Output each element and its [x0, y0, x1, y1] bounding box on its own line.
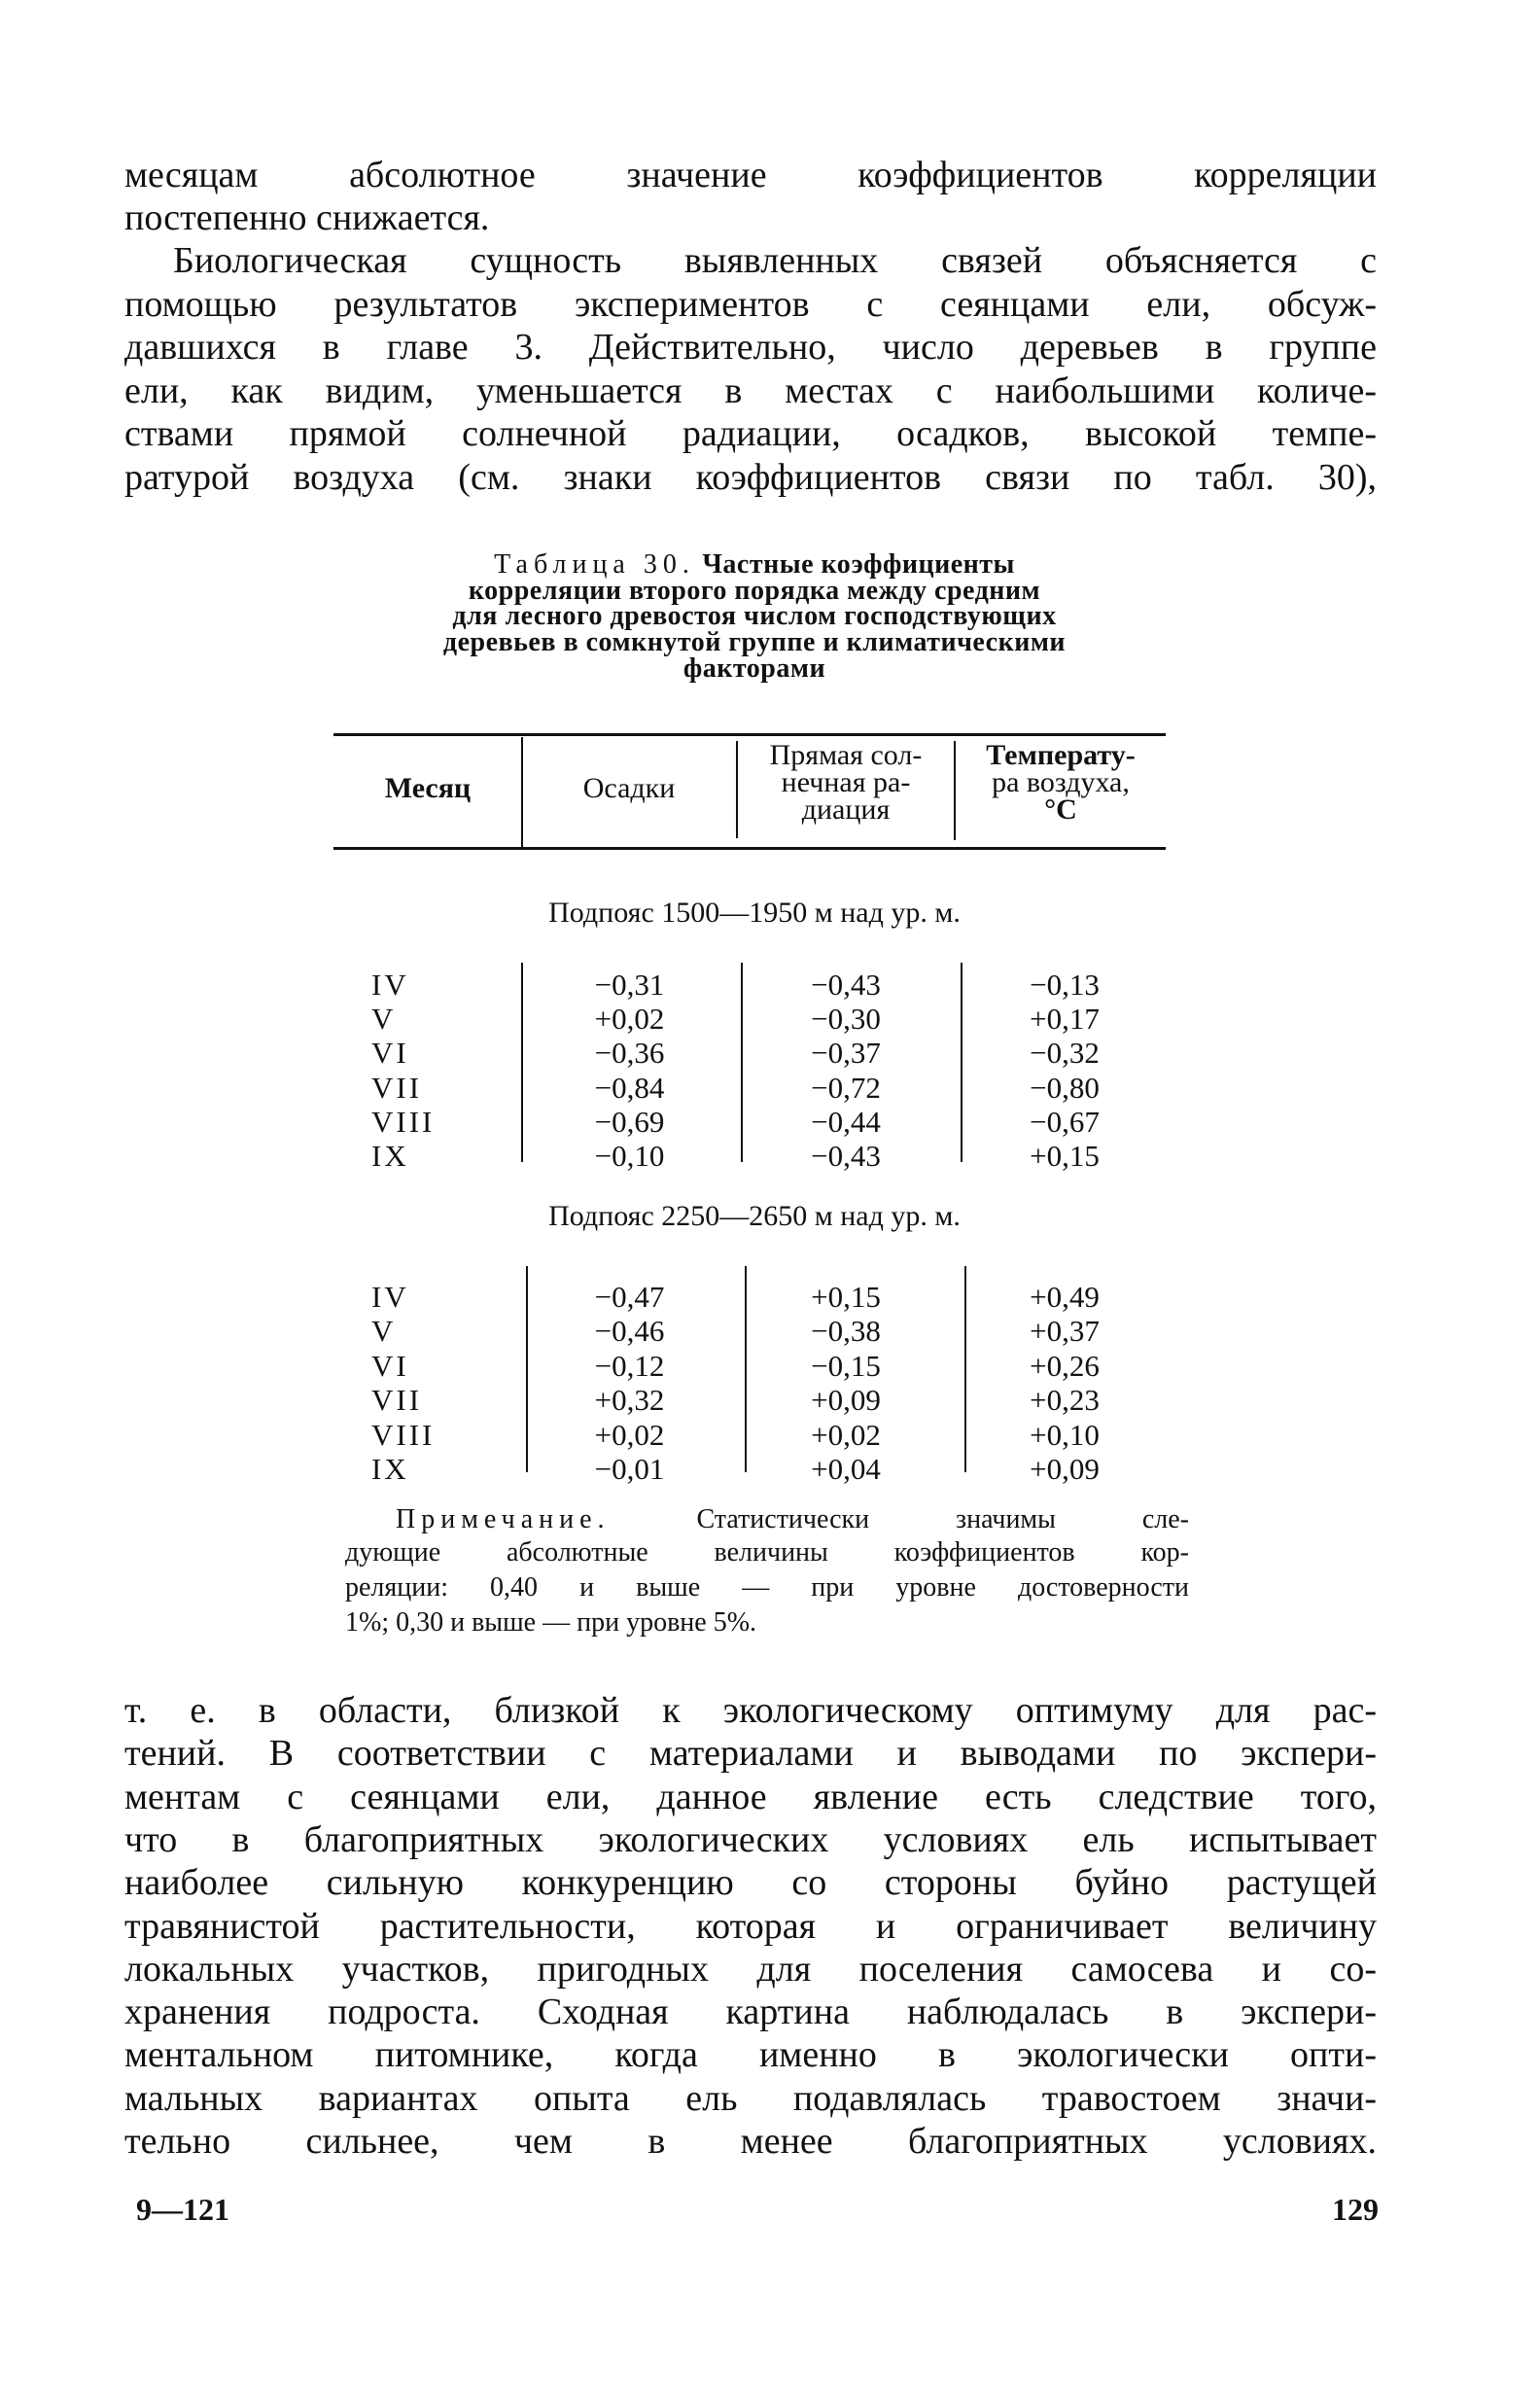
note-text: 1%; 0,30 и выше — при уровне 5%.	[345, 1607, 757, 1638]
group-heading: Подпояс 1500—1950 м над ур. м.	[548, 897, 961, 929]
paragraph2-line: помощью результатов экспериментов с сеянцами ели, обсуж-	[124, 284, 1377, 325]
radiation-cell: −0,30	[811, 1002, 881, 1037]
paragraph2-line: ели, как видим, уменьшается в местах с наибольшими количе-	[124, 370, 1377, 411]
precipitation-cell: −0,46	[594, 1314, 665, 1349]
temperature-cell: +0,17	[1030, 1002, 1100, 1037]
month-cell: IV	[371, 968, 409, 1002]
header-precipitation: Осадки	[582, 772, 676, 804]
column-divider	[521, 963, 523, 1162]
table-caption-text: Частные коэффициенты	[702, 549, 1015, 580]
paragraph3-line: мальных вариантах опыта ель подавлялась травостоем значи-	[124, 2077, 1377, 2119]
month-cell: VIII	[371, 1417, 436, 1452]
precipitation-cell: −0,69	[594, 1104, 665, 1139]
paragraph1-line: постепенно снижается.	[124, 197, 490, 238]
table-caption-text: для лесного древостоя числом господствующих	[452, 601, 1057, 631]
table-caption-text: факторами	[682, 653, 826, 684]
precipitation-cell: −0,12	[594, 1348, 665, 1383]
precipitation-cell: −0,84	[594, 1070, 665, 1105]
temperature-cell: −0,32	[1030, 1036, 1100, 1071]
month-cell: IX	[371, 1452, 409, 1486]
paragraph3-line: тельно сильнее, чем в менее благоприятных условиях.	[124, 2121, 1377, 2162]
precipitation-cell: +0,02	[594, 1002, 665, 1037]
month-cell: IX	[371, 1139, 409, 1173]
paragraph3-line: травянистой растительности, которая и ограничивает величину	[124, 1905, 1377, 1947]
radiation-cell: −0,38	[811, 1314, 881, 1349]
month-cell: VII	[371, 1383, 423, 1418]
table-caption-text: корреляции второго порядка между средним	[468, 576, 1041, 606]
column-divider	[741, 963, 743, 1162]
paragraph3-line: хранения подроста. Сходная картина наблюдалась в экспери-	[124, 1991, 1377, 2033]
header-month: Месяц	[384, 772, 472, 804]
month-cell: VII	[371, 1070, 423, 1105]
printer-signature: 9—121	[136, 2192, 229, 2227]
note-text: дующие абсолютные величины коэффициентов кор-	[345, 1537, 1189, 1568]
radiation-cell: −0,37	[811, 1036, 881, 1071]
table-caption-text: деревьев в сомкнутой группе и климатическими	[442, 627, 1067, 657]
radiation-cell: −0,44	[811, 1104, 881, 1139]
temperature-cell: −0,80	[1030, 1070, 1100, 1105]
paragraph3-line: что в благоприятных экологических условиях ель испытывает	[124, 1818, 1377, 1860]
month-cell: V	[371, 1314, 397, 1349]
temperature-cell: −0,67	[1030, 1104, 1100, 1139]
radiation-cell: −0,43	[811, 968, 881, 1002]
month-cell: IV	[371, 1280, 409, 1314]
precipitation-cell: +0,32	[594, 1383, 665, 1418]
precipitation-cell: −0,47	[594, 1280, 665, 1314]
month-cell: VI	[371, 1036, 409, 1071]
temperature-cell: +0,10	[1030, 1417, 1100, 1452]
column-divider	[736, 741, 738, 838]
precipitation-cell: +0,02	[594, 1417, 665, 1452]
radiation-cell: +0,09	[811, 1383, 881, 1418]
note-label: Примечание.	[396, 1504, 611, 1534]
paragraph3-line: ментам с сеянцами ели, данное явление есть следствие того,	[124, 1776, 1377, 1817]
paragraph1-line: месяцам абсолютное значение коэффициентов корреляции	[124, 155, 1377, 195]
radiation-cell: −0,72	[811, 1070, 881, 1105]
table-top-rule	[333, 733, 1166, 736]
temperature-cell: +0,09	[1030, 1452, 1100, 1486]
radiation-cell: +0,15	[811, 1280, 881, 1314]
column-divider	[964, 1266, 966, 1472]
month-cell: VI	[371, 1348, 409, 1383]
temperature-cell: +0,26	[1030, 1348, 1100, 1383]
precipitation-cell: −0,01	[594, 1452, 665, 1486]
temperature-cell: −0,13	[1030, 968, 1100, 1002]
paragraph2-line: Биологическая сущность выявленных связей объясняется с	[173, 240, 1377, 281]
paragraph2-line: ствами прямой солнечной радиации, осадков, высокой темпе-	[124, 413, 1377, 454]
page-number: 129	[1332, 2192, 1379, 2227]
paragraph3-line: тений. В соответствии с материалами и выводами по экспери-	[124, 1733, 1377, 1775]
table-header-rule	[333, 847, 1166, 850]
precipitation-cell: −0,31	[594, 968, 665, 1002]
month-cell: V	[371, 1002, 397, 1037]
month-cell: VIII	[371, 1104, 436, 1139]
temperature-cell: +0,23	[1030, 1383, 1100, 1418]
group-heading: Подпояс 2250—2650 м над ур. м.	[548, 1200, 961, 1232]
paragraph3-line: наиболее сильную конкуренцию со стороны буйно растущей	[124, 1862, 1377, 1904]
paragraph3-line: ментальном питомнике, когда именно в экологически опти-	[124, 2034, 1377, 2076]
radiation-cell: −0,15	[811, 1348, 881, 1383]
radiation-cell: +0,04	[811, 1452, 881, 1486]
temperature-cell: +0,37	[1030, 1314, 1100, 1349]
paragraph2-line: давшихся в главе 3. Действительно, число деревьев в группе	[124, 327, 1377, 368]
paragraph3-line: т. е. в области, близкой к экологическому оптимуму для рас-	[124, 1690, 1377, 1731]
temperature-cell: +0,15	[1030, 1139, 1100, 1173]
paragraph3-line: локальных участков, пригодных для поселения самосева и со-	[124, 1948, 1377, 1990]
radiation-cell: +0,02	[811, 1417, 881, 1452]
column-divider	[954, 741, 956, 840]
table-caption-label: Таблица 30.	[494, 549, 695, 580]
note-text: реляции: 0,40 и выше — при уровне достоверности	[345, 1572, 1189, 1603]
column-divider	[961, 963, 962, 1162]
paragraph2-line: ратурой воздуха (см. знаки коэффициентов связи по табл. 30),	[124, 457, 1377, 498]
precipitation-cell: −0,36	[594, 1036, 665, 1071]
temperature-cell: +0,49	[1030, 1280, 1100, 1314]
note-text: Статистически значимы сле-	[696, 1504, 1190, 1534]
radiation-cell: −0,43	[811, 1139, 881, 1173]
precipitation-cell: −0,10	[594, 1139, 665, 1173]
